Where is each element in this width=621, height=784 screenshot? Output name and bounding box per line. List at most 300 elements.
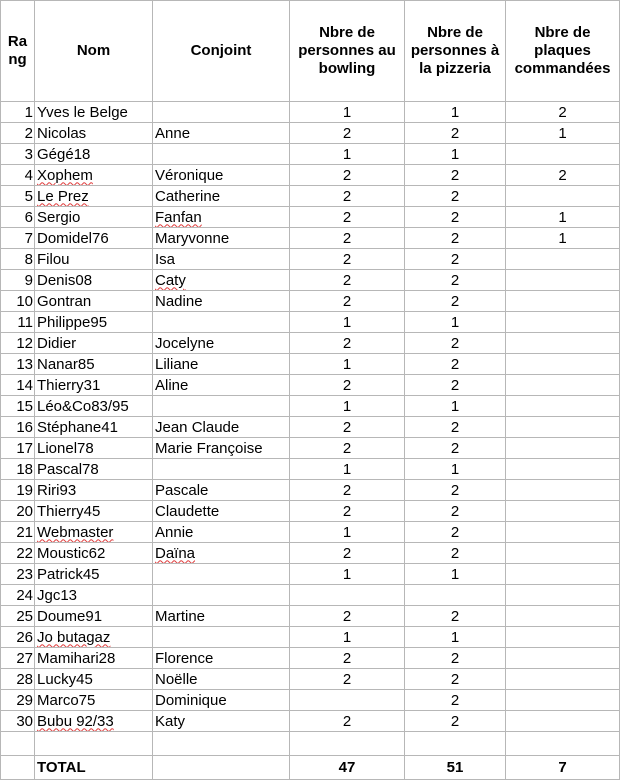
total-spouse-cell[interactable] xyxy=(153,756,290,780)
cell-bowling[interactable] xyxy=(290,249,405,270)
cell-bowling[interactable] xyxy=(290,627,405,648)
cell-pizzeria[interactable] xyxy=(405,270,506,291)
table-row xyxy=(1,144,620,165)
cell-plaques[interactable] xyxy=(506,396,620,417)
cell-spouse[interactable] xyxy=(153,627,290,648)
cell-rank[interactable] xyxy=(1,144,35,165)
cell-rank[interactable] xyxy=(1,354,35,375)
cell-bowling[interactable] xyxy=(290,438,405,459)
cell-plaques[interactable] xyxy=(506,270,620,291)
cell-name[interactable] xyxy=(35,396,153,417)
cell-name[interactable] xyxy=(35,375,153,396)
cell-rank-text: 15 xyxy=(16,397,33,415)
cell-rank-text: 1 xyxy=(24,103,33,121)
cell-bowling[interactable] xyxy=(290,543,405,564)
cell-name[interactable] xyxy=(35,522,153,543)
cell-pizzeria[interactable] xyxy=(405,102,506,123)
cell-name[interactable] xyxy=(35,648,153,669)
cell-bowling[interactable] xyxy=(290,648,405,669)
cell-bowling[interactable] xyxy=(290,228,405,249)
header-spouse[interactable]: Conjoint xyxy=(153,1,290,102)
cell-pizzeria[interactable] xyxy=(405,669,506,690)
total-label[interactable]: TOTAL xyxy=(35,756,153,780)
cell-spouse[interactable] xyxy=(153,249,290,270)
cell-rank[interactable] xyxy=(1,522,35,543)
cell-bowling[interactable] xyxy=(290,669,405,690)
cell-bowling[interactable] xyxy=(290,102,405,123)
cell-pizzeria-text: 2 xyxy=(450,418,460,436)
cell-plaques[interactable] xyxy=(506,564,620,585)
cell-rank[interactable] xyxy=(1,270,35,291)
cell-spouse-text: Jocelyne xyxy=(155,334,215,352)
cell-plaques[interactable] xyxy=(506,627,620,648)
header-rank[interactable]: Ra ng xyxy=(1,1,35,102)
cell-name-text: Jgc13 xyxy=(37,586,78,604)
table-row xyxy=(1,480,620,501)
cell-spouse[interactable] xyxy=(153,417,290,438)
cell-name[interactable] xyxy=(35,144,153,165)
cell-name[interactable] xyxy=(35,501,153,522)
cell-plaques[interactable] xyxy=(506,333,620,354)
cell-rank[interactable] xyxy=(1,291,35,312)
cell-name[interactable] xyxy=(35,333,153,354)
cell-name[interactable] xyxy=(35,438,153,459)
cell-bowling[interactable] xyxy=(290,354,405,375)
cell-plaques[interactable] xyxy=(506,585,620,606)
cell-name[interactable] xyxy=(35,249,153,270)
cell-bowling-text: 2 xyxy=(342,208,352,226)
cell-pizzeria-text: 2 xyxy=(450,187,460,205)
cell-name[interactable] xyxy=(35,627,153,648)
cell-spouse[interactable] xyxy=(153,564,290,585)
cell-spouse[interactable] xyxy=(153,270,290,291)
cell-spouse-text: Nadine xyxy=(155,292,203,310)
cell-rank[interactable] xyxy=(1,564,35,585)
cell-rank[interactable] xyxy=(1,669,35,690)
cell-rank[interactable] xyxy=(1,585,35,606)
cell-plaques[interactable] xyxy=(506,354,620,375)
total-bowling[interactable]: 47 xyxy=(290,756,405,780)
cell-rank[interactable] xyxy=(1,102,35,123)
cell-rank[interactable] xyxy=(1,501,35,522)
cell-bowling[interactable] xyxy=(290,312,405,333)
cell-bowling[interactable] xyxy=(290,375,405,396)
cell-name[interactable] xyxy=(35,606,153,627)
table-row xyxy=(1,585,620,606)
cell-pizzeria[interactable] xyxy=(405,333,506,354)
cell-pizzeria[interactable] xyxy=(405,228,506,249)
cell-rank[interactable] xyxy=(1,459,35,480)
cell-bowling-text: 2 xyxy=(342,187,352,205)
cell-rank[interactable] xyxy=(1,207,35,228)
cell-name[interactable] xyxy=(35,207,153,228)
cell-pizzeria-text: 2 xyxy=(450,166,460,184)
cell-bowling[interactable] xyxy=(290,186,405,207)
table-row xyxy=(1,417,620,438)
cell-spouse-text: Martine xyxy=(155,607,206,625)
cell-name[interactable] xyxy=(35,186,153,207)
cell-name[interactable] xyxy=(35,228,153,249)
cell-bowling[interactable] xyxy=(290,396,405,417)
cell-spouse[interactable] xyxy=(153,480,290,501)
cell-spouse[interactable] xyxy=(153,543,290,564)
cell-pizzeria-text: 2 xyxy=(450,439,460,457)
cell-pizzeria-text: 1 xyxy=(450,145,460,163)
cell-name[interactable] xyxy=(35,312,153,333)
cell-rank-text: 17 xyxy=(16,439,33,457)
cell-rank-text: 16 xyxy=(16,418,33,436)
cell-spouse-text: Catherine xyxy=(155,187,221,205)
cell-spouse[interactable] xyxy=(153,354,290,375)
cell-name-text: Nanar85 xyxy=(37,355,95,373)
cell-spouse-text: Anne xyxy=(155,124,191,142)
cell-plaques[interactable] xyxy=(506,606,620,627)
cell-rank-text: 8 xyxy=(24,250,33,268)
cell-name[interactable] xyxy=(35,354,153,375)
table-row xyxy=(1,333,620,354)
cell-name[interactable] xyxy=(35,690,153,711)
cell-name[interactable] xyxy=(35,165,153,186)
table-row xyxy=(1,228,620,249)
table-row xyxy=(1,123,620,144)
cell-plaques-text: 1 xyxy=(558,229,567,247)
cell-plaques[interactable] xyxy=(506,165,620,186)
cell-rank[interactable] xyxy=(1,186,35,207)
total-row xyxy=(1,756,620,780)
cell-pizzeria-text: 2 xyxy=(450,292,460,310)
cell-plaques[interactable] xyxy=(506,312,620,333)
table-row xyxy=(1,627,620,648)
cell-plaques[interactable] xyxy=(506,648,620,669)
cell-spouse[interactable] xyxy=(153,396,290,417)
cell-rank[interactable] xyxy=(1,627,35,648)
total-rank-cell[interactable] xyxy=(1,756,35,780)
table-row xyxy=(1,501,620,522)
cell-plaques[interactable] xyxy=(506,690,620,711)
cell-name-text: Lionel78 xyxy=(37,439,94,457)
cell-name[interactable] xyxy=(35,123,153,144)
cell-rank[interactable] xyxy=(1,438,35,459)
cell-bowling-text: 2 xyxy=(342,712,352,730)
empty-cell[interactable] xyxy=(35,732,153,756)
cell-spouse[interactable] xyxy=(153,312,290,333)
cell-name-text: Sergio xyxy=(37,208,81,226)
cell-spouse[interactable] xyxy=(153,123,290,144)
cell-pizzeria[interactable] xyxy=(405,648,506,669)
cell-pizzeria[interactable] xyxy=(405,123,506,144)
cell-pizzeria-text: 1 xyxy=(450,103,460,121)
table-row xyxy=(1,354,620,375)
cell-pizzeria-text: 1 xyxy=(450,397,460,415)
header-bowling[interactable]: Nbre de personnes au bowling xyxy=(290,1,405,102)
cell-plaques[interactable] xyxy=(506,207,620,228)
cell-rank[interactable] xyxy=(1,165,35,186)
cell-spouse-text: Fanfan xyxy=(155,208,202,226)
cell-plaques-text: 1 xyxy=(558,208,567,226)
cell-name[interactable] xyxy=(35,291,153,312)
cell-rank-text: 21 xyxy=(16,523,33,541)
cell-bowling-text: 2 xyxy=(342,607,352,625)
cell-name[interactable] xyxy=(35,543,153,564)
cell-bowling-text: 2 xyxy=(342,439,352,457)
cell-name[interactable] xyxy=(35,711,153,732)
header-name[interactable]: Nom xyxy=(35,1,153,102)
cell-rank-text: 18 xyxy=(16,460,33,478)
cell-rank-text: 11 xyxy=(17,313,33,331)
cell-bowling-text: 2 xyxy=(342,670,352,688)
cell-rank[interactable] xyxy=(1,606,35,627)
cell-plaques[interactable] xyxy=(506,375,620,396)
cell-spouse-text: Aline xyxy=(155,376,189,394)
cell-pizzeria-text: 2 xyxy=(450,355,460,373)
cell-rank[interactable] xyxy=(1,711,35,732)
cell-bowling[interactable] xyxy=(290,333,405,354)
cell-spouse[interactable] xyxy=(153,459,290,480)
cell-pizzeria[interactable] xyxy=(405,144,506,165)
empty-cell[interactable] xyxy=(290,732,405,756)
cell-name[interactable] xyxy=(35,585,153,606)
cell-rank[interactable] xyxy=(1,375,35,396)
cell-bowling[interactable] xyxy=(290,459,405,480)
cell-plaques[interactable] xyxy=(506,291,620,312)
cell-spouse[interactable] xyxy=(153,207,290,228)
cell-rank-text: 22 xyxy=(16,544,33,562)
cell-pizzeria[interactable] xyxy=(405,585,506,606)
cell-bowling-text: 2 xyxy=(342,544,352,562)
cell-spouse[interactable] xyxy=(153,606,290,627)
cell-rank-text: 2 xyxy=(24,124,33,142)
total-pizzeria[interactable]: 51 xyxy=(405,756,506,780)
cell-name[interactable] xyxy=(35,564,153,585)
cell-name[interactable] xyxy=(35,480,153,501)
header-plaques[interactable]: Nbre de plaques commandées xyxy=(506,1,620,102)
cell-name-text: Patrick45 xyxy=(37,565,100,583)
cell-plaques[interactable] xyxy=(506,186,620,207)
cell-pizzeria[interactable] xyxy=(405,291,506,312)
cell-bowling[interactable] xyxy=(290,711,405,732)
cell-spouse[interactable] xyxy=(153,186,290,207)
empty-cell[interactable] xyxy=(153,732,290,756)
cell-bowling-text: 2 xyxy=(342,376,352,394)
cell-rank[interactable] xyxy=(1,228,35,249)
cell-rank[interactable] xyxy=(1,249,35,270)
cell-name-text: Marco75 xyxy=(37,691,96,709)
cell-pizzeria[interactable] xyxy=(405,480,506,501)
cell-name-text: Lucky45 xyxy=(37,670,93,688)
cell-pizzeria-text: 2 xyxy=(450,376,460,394)
cell-pizzeria[interactable] xyxy=(405,438,506,459)
cell-spouse[interactable] xyxy=(153,711,290,732)
cell-spouse[interactable] xyxy=(153,144,290,165)
cell-spouse[interactable] xyxy=(153,690,290,711)
cell-bowling[interactable] xyxy=(290,564,405,585)
cell-bowling[interactable] xyxy=(290,690,405,711)
cell-rank[interactable] xyxy=(1,648,35,669)
cell-pizzeria[interactable] xyxy=(405,396,506,417)
cell-spouse[interactable] xyxy=(153,228,290,249)
table-row xyxy=(1,291,620,312)
cell-spouse-text: Véronique xyxy=(155,166,224,184)
cell-bowling-text: 1 xyxy=(342,628,352,646)
cell-rank-text: 14 xyxy=(16,376,33,394)
cell-pizzeria[interactable] xyxy=(405,165,506,186)
cell-plaques[interactable] xyxy=(506,480,620,501)
cell-rank-text: 4 xyxy=(24,166,33,184)
cell-rank-text: 25 xyxy=(16,607,33,625)
cell-bowling-text: 2 xyxy=(342,166,352,184)
cell-rank-text: 12 xyxy=(16,334,33,352)
cell-plaques[interactable] xyxy=(506,669,620,690)
cell-bowling[interactable] xyxy=(290,522,405,543)
header-row xyxy=(1,1,620,102)
cell-name[interactable] xyxy=(35,102,153,123)
cell-plaques[interactable] xyxy=(506,417,620,438)
cell-spouse[interactable] xyxy=(153,102,290,123)
cell-pizzeria[interactable] xyxy=(405,501,506,522)
cell-name[interactable] xyxy=(35,459,153,480)
table-row xyxy=(1,165,620,186)
cell-bowling[interactable] xyxy=(290,144,405,165)
cell-plaques[interactable] xyxy=(506,711,620,732)
cell-bowling[interactable] xyxy=(290,165,405,186)
cell-bowling[interactable] xyxy=(290,501,405,522)
cell-rank-text: 24 xyxy=(16,586,33,604)
cell-bowling[interactable] xyxy=(290,291,405,312)
cell-plaques[interactable] xyxy=(506,522,620,543)
cell-pizzeria[interactable] xyxy=(405,690,506,711)
cell-pizzeria-text: 2 xyxy=(450,607,460,625)
cell-pizzeria[interactable] xyxy=(405,354,506,375)
cell-pizzeria-text: 1 xyxy=(450,565,460,583)
cell-spouse-text: Annie xyxy=(155,523,194,541)
cell-plaques[interactable] xyxy=(506,249,620,270)
total-plaques[interactable]: 7 xyxy=(506,756,620,780)
cell-rank[interactable] xyxy=(1,543,35,564)
cell-pizzeria-text: 2 xyxy=(450,544,460,562)
cell-rank-text: 30 xyxy=(16,712,33,730)
cell-bowling[interactable] xyxy=(290,606,405,627)
cell-plaques[interactable] xyxy=(506,144,620,165)
table-row xyxy=(1,207,620,228)
cell-spouse[interactable] xyxy=(153,438,290,459)
cell-bowling-text: 1 xyxy=(342,565,352,583)
cell-rank[interactable] xyxy=(1,333,35,354)
cell-spouse[interactable] xyxy=(153,669,290,690)
cell-plaques[interactable] xyxy=(506,543,620,564)
cell-rank[interactable] xyxy=(1,123,35,144)
cell-plaques[interactable] xyxy=(506,501,620,522)
cell-rank-text: 19 xyxy=(16,481,33,499)
cell-rank[interactable] xyxy=(1,396,35,417)
cell-name-text: Filou xyxy=(37,250,70,268)
cell-bowling-text: 2 xyxy=(342,250,352,268)
cell-bowling[interactable] xyxy=(290,270,405,291)
cell-spouse[interactable] xyxy=(153,165,290,186)
cell-rank[interactable] xyxy=(1,417,35,438)
cell-bowling[interactable] xyxy=(290,585,405,606)
cell-spouse[interactable] xyxy=(153,585,290,606)
cell-bowling[interactable] xyxy=(290,417,405,438)
cell-pizzeria[interactable] xyxy=(405,522,506,543)
cell-name-text: Xophem xyxy=(37,166,93,184)
cell-pizzeria[interactable] xyxy=(405,543,506,564)
cell-spouse[interactable] xyxy=(153,333,290,354)
cell-name-text: Thierry45 xyxy=(37,502,101,520)
cell-pizzeria-text: 2 xyxy=(450,271,460,289)
cell-spouse[interactable] xyxy=(153,501,290,522)
cell-spouse[interactable] xyxy=(153,291,290,312)
cell-pizzeria[interactable] xyxy=(405,564,506,585)
cell-pizzeria[interactable] xyxy=(405,627,506,648)
cell-rank-text: 20 xyxy=(16,502,33,520)
cell-pizzeria-text: 1 xyxy=(450,460,460,478)
cell-name-text: Gontran xyxy=(37,292,92,310)
table-row xyxy=(1,564,620,585)
cell-pizzeria-text: 2 xyxy=(450,208,460,226)
cell-bowling[interactable] xyxy=(290,480,405,501)
cell-rank[interactable] xyxy=(1,480,35,501)
cell-pizzeria[interactable] xyxy=(405,207,506,228)
cell-rank[interactable] xyxy=(1,312,35,333)
table-row xyxy=(1,648,620,669)
cell-spouse[interactable] xyxy=(153,522,290,543)
cell-pizzeria[interactable] xyxy=(405,417,506,438)
table-row xyxy=(1,312,620,333)
cell-pizzeria[interactable] xyxy=(405,186,506,207)
cell-plaques-text: 1 xyxy=(558,124,567,142)
cell-spouse-text: Isa xyxy=(155,250,176,268)
cell-plaques[interactable] xyxy=(506,228,620,249)
cell-pizzeria[interactable] xyxy=(405,375,506,396)
table-row xyxy=(1,543,620,564)
header-pizzeria[interactable]: Nbre de personnes à la pizzeria xyxy=(405,1,506,102)
cell-plaques[interactable] xyxy=(506,123,620,144)
cell-name-text: Doume91 xyxy=(37,607,103,625)
cell-pizzeria[interactable] xyxy=(405,606,506,627)
table-row xyxy=(1,102,620,123)
cell-spouse[interactable] xyxy=(153,648,290,669)
cell-rank[interactable] xyxy=(1,690,35,711)
cell-name[interactable] xyxy=(35,417,153,438)
table-row xyxy=(1,606,620,627)
cell-bowling[interactable] xyxy=(290,123,405,144)
cell-spouse[interactable] xyxy=(153,375,290,396)
table-row xyxy=(1,690,620,711)
cell-plaques[interactable] xyxy=(506,459,620,480)
empty-cell[interactable] xyxy=(1,732,35,756)
table-row xyxy=(1,270,620,291)
cell-name[interactable] xyxy=(35,669,153,690)
cell-pizzeria-text: 2 xyxy=(450,481,460,499)
cell-name[interactable] xyxy=(35,270,153,291)
cell-spouse-text: Jean Claude xyxy=(155,418,240,436)
cell-bowling[interactable] xyxy=(290,207,405,228)
cell-pizzeria[interactable] xyxy=(405,312,506,333)
empty-cell[interactable] xyxy=(506,732,620,756)
cell-name-text: Thierry31 xyxy=(37,376,101,394)
table-row xyxy=(1,249,620,270)
cell-pizzeria[interactable] xyxy=(405,459,506,480)
table-row xyxy=(1,396,620,417)
cell-spouse-text: Noëlle xyxy=(155,670,198,688)
cell-name-text: Riri93 xyxy=(37,481,77,499)
cell-plaques[interactable] xyxy=(506,102,620,123)
cell-plaques[interactable] xyxy=(506,438,620,459)
cell-pizzeria[interactable] xyxy=(405,711,506,732)
empty-cell[interactable] xyxy=(405,732,506,756)
cell-spouse-text: Pascale xyxy=(155,481,209,499)
cell-pizzeria[interactable] xyxy=(405,249,506,270)
